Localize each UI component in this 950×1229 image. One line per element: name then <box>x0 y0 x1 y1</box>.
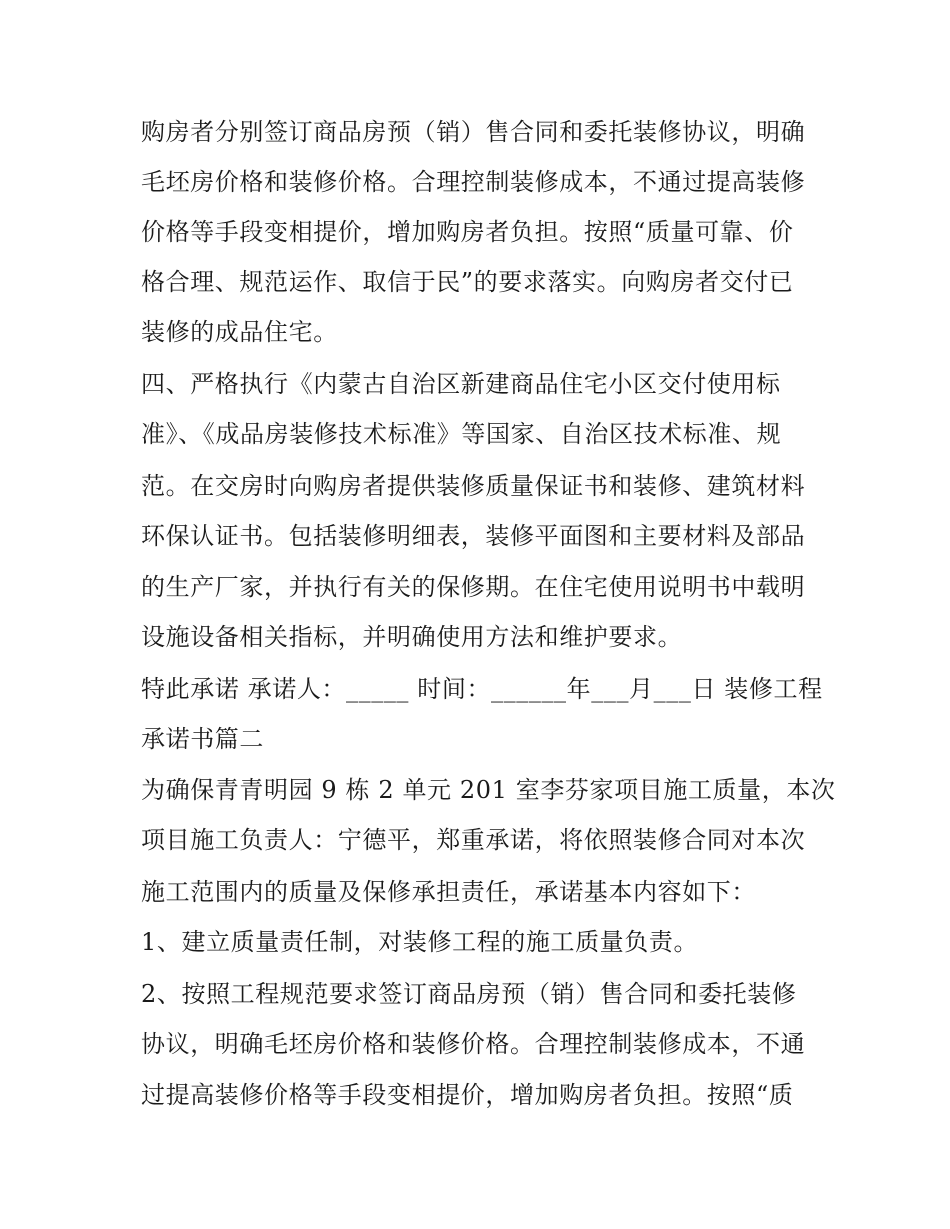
text-line: 范。在交房时向购房者提供装修质量保证书和装修、建筑材料 <box>141 472 806 500</box>
text-line: 特此承诺 承诺人：_____ 时间：______年___月___日 装修工程 <box>141 675 823 703</box>
text-line: 项目施工负责人：宁德平，郑重承诺，将依照装修合同对本次 <box>141 826 806 854</box>
text-line: 的生产厂家，并执行有关的保修期。在住宅使用说明书中载明 <box>141 573 806 601</box>
text-line: 格合理、规范运作、取信于民”的要求落实。向购房者交付已 <box>141 268 794 296</box>
text-line: 施工范围内的质量及保修承担责任，承诺基本内容如下： <box>141 878 756 906</box>
text-line: 毛坯房价格和装修价格。合理控制装修成本，不通过提高装修 <box>141 168 806 196</box>
text-line: 环保认证书。包括装修明细表，装修平面图和主要材料及部品 <box>141 522 806 550</box>
text-line: 设施设备相关指标，并明确使用方法和维护要求。 <box>141 623 683 651</box>
text-line: 协议，明确毛坯房价格和装修价格。合理控制装修成本，不通 <box>141 1030 806 1058</box>
text-line: 价格等手段变相提价，增加购房者负担。按照“质量可靠、价 <box>141 218 794 246</box>
text-line: 四、严格执行《内蒙古自治区新建商品住宅小区交付使用标 <box>141 370 781 398</box>
text-line: 为确保青青明园 9 栋 2 单元 201 室李芬家项目施工质量，本次 <box>141 776 836 804</box>
text-line: 准》、《成品房装修技术标准》等国家、自治区技术标准、规 <box>141 420 782 448</box>
text-line: 1、建立质量责任制，对装修工程的施工质量负责。 <box>141 928 699 956</box>
text-line: 购房者分别签订商品房预（销）售合同和委托装修协议，明确 <box>141 118 806 146</box>
text-line: 承诺书篇二 <box>141 725 264 753</box>
text-line: 过提高装修价格等手段变相提价，增加购房者负担。按照“质 <box>141 1081 794 1109</box>
text-line: 装修的成品住宅。 <box>141 318 338 346</box>
text-line: 2、按照工程规范要求签订商品房预（销）售合同和委托装修 <box>141 980 797 1008</box>
